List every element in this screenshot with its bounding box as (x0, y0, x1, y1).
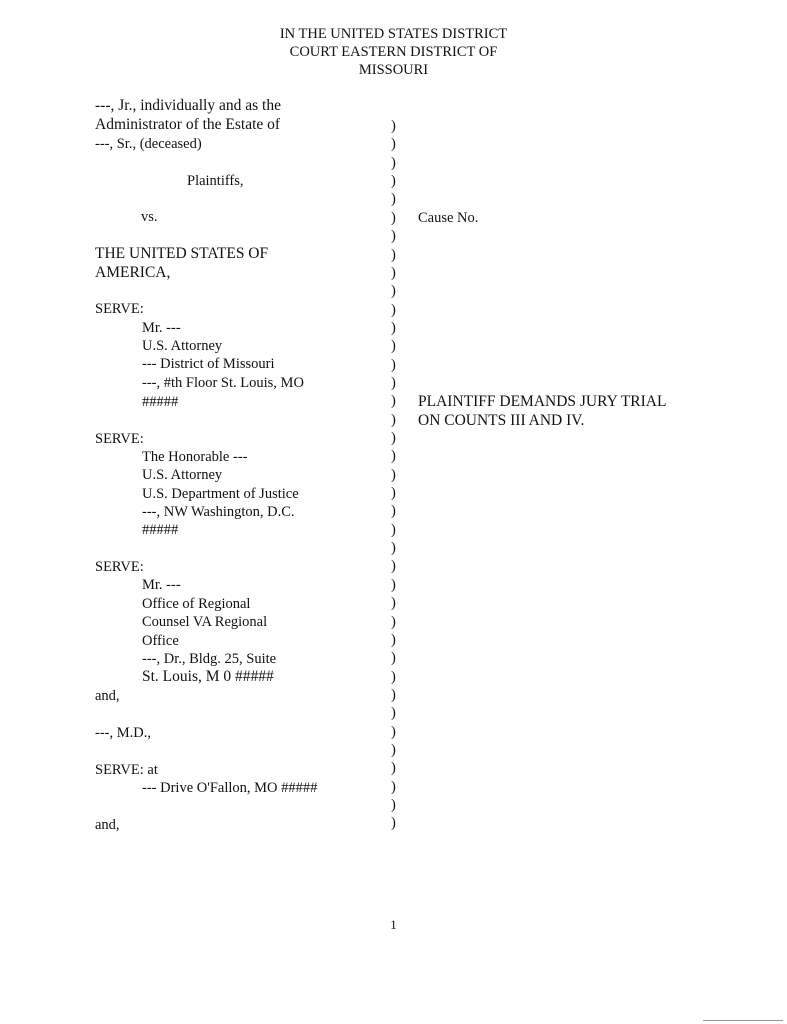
caption-parenthesis: ) (391, 595, 396, 612)
serve-2-line: ##### (142, 522, 179, 538)
cause-number-label: Cause No. (418, 210, 479, 226)
caption-parenthesis: ) (391, 191, 396, 208)
serve-2-line: U.S. Department of Justice (142, 486, 299, 502)
serve-2-line: The Honorable --- (142, 449, 248, 465)
caption-parenthesis: ) (391, 503, 396, 520)
serve-3-line: Office of Regional (142, 596, 251, 612)
serve-1-line: U.S. Attorney (142, 338, 223, 354)
and-conjunction-2: and, (95, 817, 120, 833)
caption-parenthesis: ) (391, 650, 396, 667)
footer-rule (703, 1020, 783, 1021)
serve-label-2: SERVE: (95, 431, 144, 447)
caption-parenthesis: ) (391, 448, 396, 465)
jury-demand-line-2: ON COUNTS III AND IV. (418, 412, 585, 429)
caption-parenthesis: ) (391, 815, 396, 832)
serve-1-line: Mr. --- (142, 320, 181, 336)
caption-parenthesis: ) (391, 686, 396, 703)
caption-parenthesis: ) (391, 778, 396, 795)
serve-1-line: ##### (142, 394, 179, 410)
serve-2-line: U.S. Attorney (142, 467, 223, 483)
plaintiff-name-line-2: Administrator of the Estate of (95, 116, 281, 133)
caption-parenthesis: ) (391, 668, 396, 685)
serve-3-line: Counsel VA Regional (142, 614, 268, 630)
serve-4-line: --- Drive O'Fallon, MO ##### (142, 780, 318, 796)
caption-parenthesis: ) (391, 576, 396, 593)
serve-3-line: St. Louis, M 0 ##### (142, 668, 274, 685)
serve-3-line: Mr. --- (142, 577, 181, 593)
caption-parenthesis: ) (391, 338, 396, 355)
defendant-name-line-2: AMERICA, (95, 264, 171, 281)
serve-3-line: ---, Dr., Bldg. 25, Suite (142, 651, 277, 667)
and-conjunction-1: and, (95, 688, 120, 704)
caption-parenthesis: ) (391, 430, 396, 446)
caption-parenthesis: ) (391, 246, 396, 263)
caption-parenthesis: ) (391, 631, 396, 648)
caption-parenthesis: ) (391, 613, 396, 630)
serve-2-line: ---, NW Washington, D.C. (142, 504, 295, 520)
serve-1-line: ---, #th Floor St. Louis, MO (142, 375, 304, 391)
serve-label-4: SERVE: at (95, 762, 158, 778)
serve-1-line: --- District of Missouri (142, 356, 275, 372)
caption-parenthesis: ) (391, 558, 396, 575)
court-header-line-3: MISSOURI (358, 62, 429, 78)
serve-3-line: Office (142, 633, 179, 649)
md-defendant-name: ---, M.D., (95, 725, 151, 741)
caption-parenthesis: ) (391, 209, 396, 226)
caption-parenthesis: ) (391, 228, 396, 245)
caption-parenthesis: ) (391, 393, 396, 410)
caption-parenthesis: ) (391, 374, 396, 391)
caption-parenthesis: ) (391, 356, 396, 373)
caption-parenthesis: ) (391, 705, 396, 722)
plaintiff-name-line-1: ---, Jr., individually and as the (95, 97, 281, 114)
versus-label: vs. (141, 209, 158, 225)
caption-parenthesis: ) (391, 173, 396, 190)
caption-parenthesis: ) (391, 741, 396, 758)
defendant-name-line-1: THE UNITED STATES OF (95, 245, 269, 262)
jury-demand-line-1: PLAINTIFF DEMANDS JURY TRIAL (418, 393, 667, 410)
caption-parenthesis: ) (391, 301, 396, 318)
plaintiffs-label: Plaintiffs, (187, 173, 244, 189)
caption-parenthesis: ) (391, 723, 396, 740)
court-header-line-2: COURT EASTERN DISTRICT OF (289, 44, 498, 60)
caption-parenthesis: ) (391, 411, 396, 428)
caption-parenthesis: ) (391, 466, 396, 483)
serve-label-3: SERVE: (95, 559, 144, 575)
caption-parenthesis: ) (391, 485, 396, 501)
caption-parenthesis: ) (391, 118, 396, 134)
court-header-line-1: IN THE UNITED STATES DISTRICT (279, 26, 508, 42)
caption-parenthesis: ) (391, 540, 396, 556)
plaintiff-name-line-3: ---, Sr., (deceased) (95, 136, 202, 152)
caption-parenthesis: ) (391, 264, 396, 281)
caption-parenthesis: ) (391, 760, 396, 777)
caption-parenthesis: ) (391, 283, 396, 300)
caption-parenthesis: ) (391, 319, 396, 336)
page-number: 1 (390, 917, 397, 932)
caption-parenthesis: ) (391, 136, 396, 153)
caption-parenthesis: ) (391, 521, 396, 538)
caption-parenthesis: ) (391, 154, 396, 171)
serve-label-1: SERVE: (95, 301, 144, 317)
caption-parenthesis: ) (391, 797, 396, 813)
